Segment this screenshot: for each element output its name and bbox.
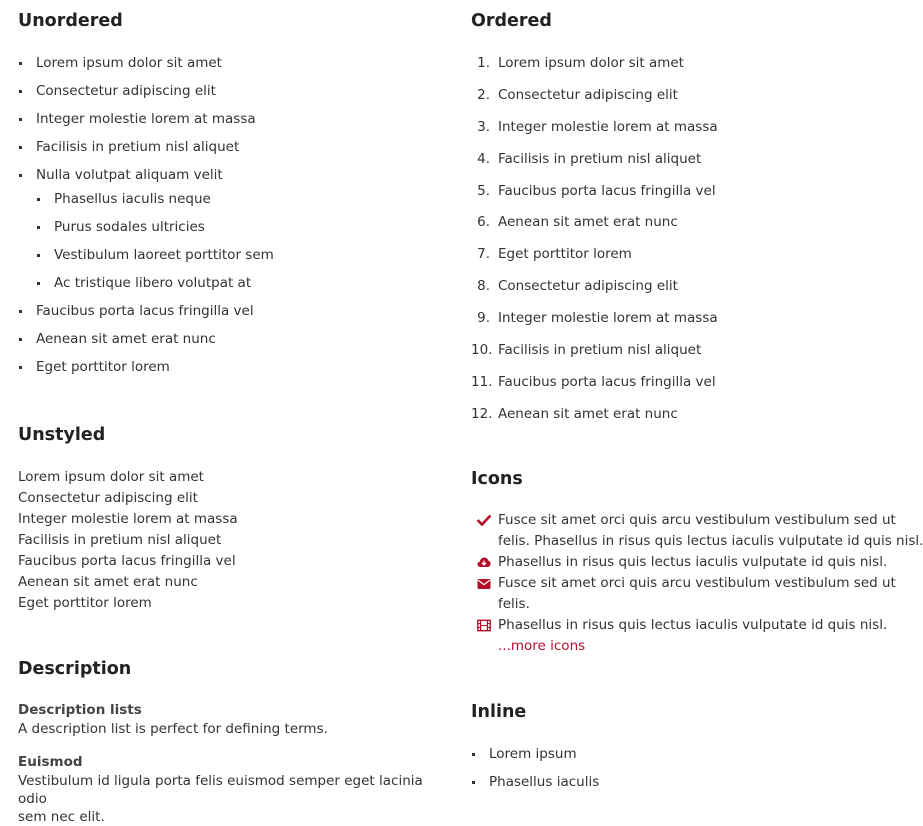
unordered-heading: Unordered	[18, 11, 123, 31]
bullet-icon	[19, 338, 22, 341]
list-item: Integer molestie lorem at massa	[18, 511, 238, 527]
cloud-download-icon	[477, 556, 491, 569]
description-term: Euismod	[18, 754, 83, 770]
bullet-icon	[19, 146, 22, 149]
list-item: Integer molestie lorem at massa	[18, 110, 448, 128]
nested-list-item: Phasellus iaculis neque	[36, 190, 448, 208]
list-item: 4. Facilisis in pretium nisl aliquet	[477, 150, 702, 167]
inline-section	[471, 701, 877, 791]
list-item: Phasellus iaculis	[471, 773, 877, 791]
list-item: Facilisis in pretium nisl aliquet	[18, 532, 222, 548]
nested-list-item: Vestibulum laoreet porttitor sem	[36, 246, 448, 264]
nested-list	[36, 190, 448, 292]
description-heading: Description	[18, 659, 132, 679]
icon-list-item: Fusce sit amet orci quis arcu vestibulum vestibulum sed ut felis.	[471, 573, 877, 615]
list-item: Consectetur adipiscing elit	[18, 82, 448, 100]
bullet-icon	[37, 254, 40, 257]
description-definition: Vestibulum id ligula porta felis euismod semper eget lacinia odio sem nec elit.	[18, 773, 423, 825]
unstyled-list	[18, 467, 448, 614]
description-term: Description lists	[18, 702, 142, 718]
list-item: Facilisis in pretium nisl aliquet	[18, 138, 448, 156]
description-list	[18, 701, 448, 826]
list-item: Eget porttitor lorem	[18, 595, 152, 611]
list-item: Nulla volutpat aliquam velit Phasellus iaculis neque Purus sodales ultricies Vestibulum laoreet porttitor sem Ac tristique libero volutpat at	[18, 166, 448, 292]
list-item: Faucibus porta lacus fringilla vel	[18, 302, 448, 320]
list-item: Aenean sit amet erat nunc	[18, 330, 448, 348]
list-item: Lorem ipsum dolor sit amet	[18, 469, 204, 485]
bullet-icon	[19, 62, 22, 65]
icons-list	[471, 510, 923, 636]
list-item: Eget porttitor lorem	[18, 358, 448, 376]
envelope-icon	[477, 577, 491, 590]
list-item: 7. Eget porttitor lorem	[477, 246, 632, 263]
film-icon	[477, 619, 491, 632]
list-item: Consectetur adipiscing elit	[18, 490, 198, 506]
list-item: 10. Facilisis in pretium nisl aliquet	[471, 342, 702, 359]
bullet-icon	[19, 174, 22, 177]
inline-list	[471, 745, 877, 791]
icon-list-item: Phasellus in risus quis lectus iaculis vulputate id quis nisl.	[471, 552, 877, 573]
icon-list-item: Fusce sit amet orci quis arcu vestibulum vestibulum sed ut felis. Phasellus in risus quis lectus iaculis vulputate id quis nisl.	[471, 510, 877, 552]
unordered-list	[18, 54, 448, 376]
list-item: 6. Aenean sit amet erat nunc	[477, 214, 678, 231]
list-item: 12. Aenean sit amet erat nunc	[471, 405, 678, 422]
bullet-icon	[19, 310, 22, 313]
list-item: 9. Integer molestie lorem at massa	[477, 310, 718, 327]
ordered-heading: Ordered	[471, 11, 552, 31]
bullet-icon	[472, 753, 475, 756]
icons-section	[471, 468, 923, 657]
description-section	[18, 658, 448, 826]
icon-list-item: Phasellus in risus quis lectus iaculis vulputate id quis nisl.	[471, 615, 877, 636]
ordered-list	[471, 54, 877, 423]
bullet-icon	[37, 226, 40, 229]
list-item: Lorem ipsum dolor sit amet	[18, 54, 448, 72]
inline-heading: Inline	[471, 702, 527, 722]
bullet-icon	[19, 118, 22, 121]
list-item: 1. Lorem ipsum dolor sit amet	[477, 55, 684, 71]
bullet-icon	[37, 198, 40, 201]
list-item: Faucibus porta lacus fringilla vel	[18, 553, 236, 569]
nested-list-item: Purus sodales ultricies	[36, 218, 448, 236]
unstyled-heading: Unstyled	[18, 425, 106, 445]
unordered-section	[18, 10, 448, 376]
ordered-section	[471, 10, 877, 423]
list-item: Lorem ipsum	[471, 745, 877, 763]
bullet-icon	[472, 781, 475, 784]
check-icon	[477, 514, 491, 527]
unstyled-section	[18, 424, 448, 614]
list-item: 11. Faucibus porta lacus fringilla vel	[471, 373, 716, 390]
more-icons-link[interactable]: ...more icons	[498, 638, 586, 654]
bullet-icon	[37, 282, 40, 285]
list-item: 8. Consectetur adipiscing elit	[477, 278, 678, 295]
description-definition: A description list is perfect for defining terms.	[18, 721, 328, 737]
icons-heading: Icons	[471, 469, 523, 489]
nested-list-item: Ac tristique libero volutpat at	[36, 274, 448, 292]
list-item: 5. Faucibus porta lacus fringilla vel	[477, 182, 716, 199]
list-item: 2. Consectetur adipiscing elit	[477, 86, 678, 103]
bullet-icon	[19, 90, 22, 93]
list-item: Aenean sit amet erat nunc	[18, 574, 198, 590]
bullet-icon	[19, 366, 22, 369]
list-item: 3. Integer molestie lorem at massa	[477, 118, 718, 135]
